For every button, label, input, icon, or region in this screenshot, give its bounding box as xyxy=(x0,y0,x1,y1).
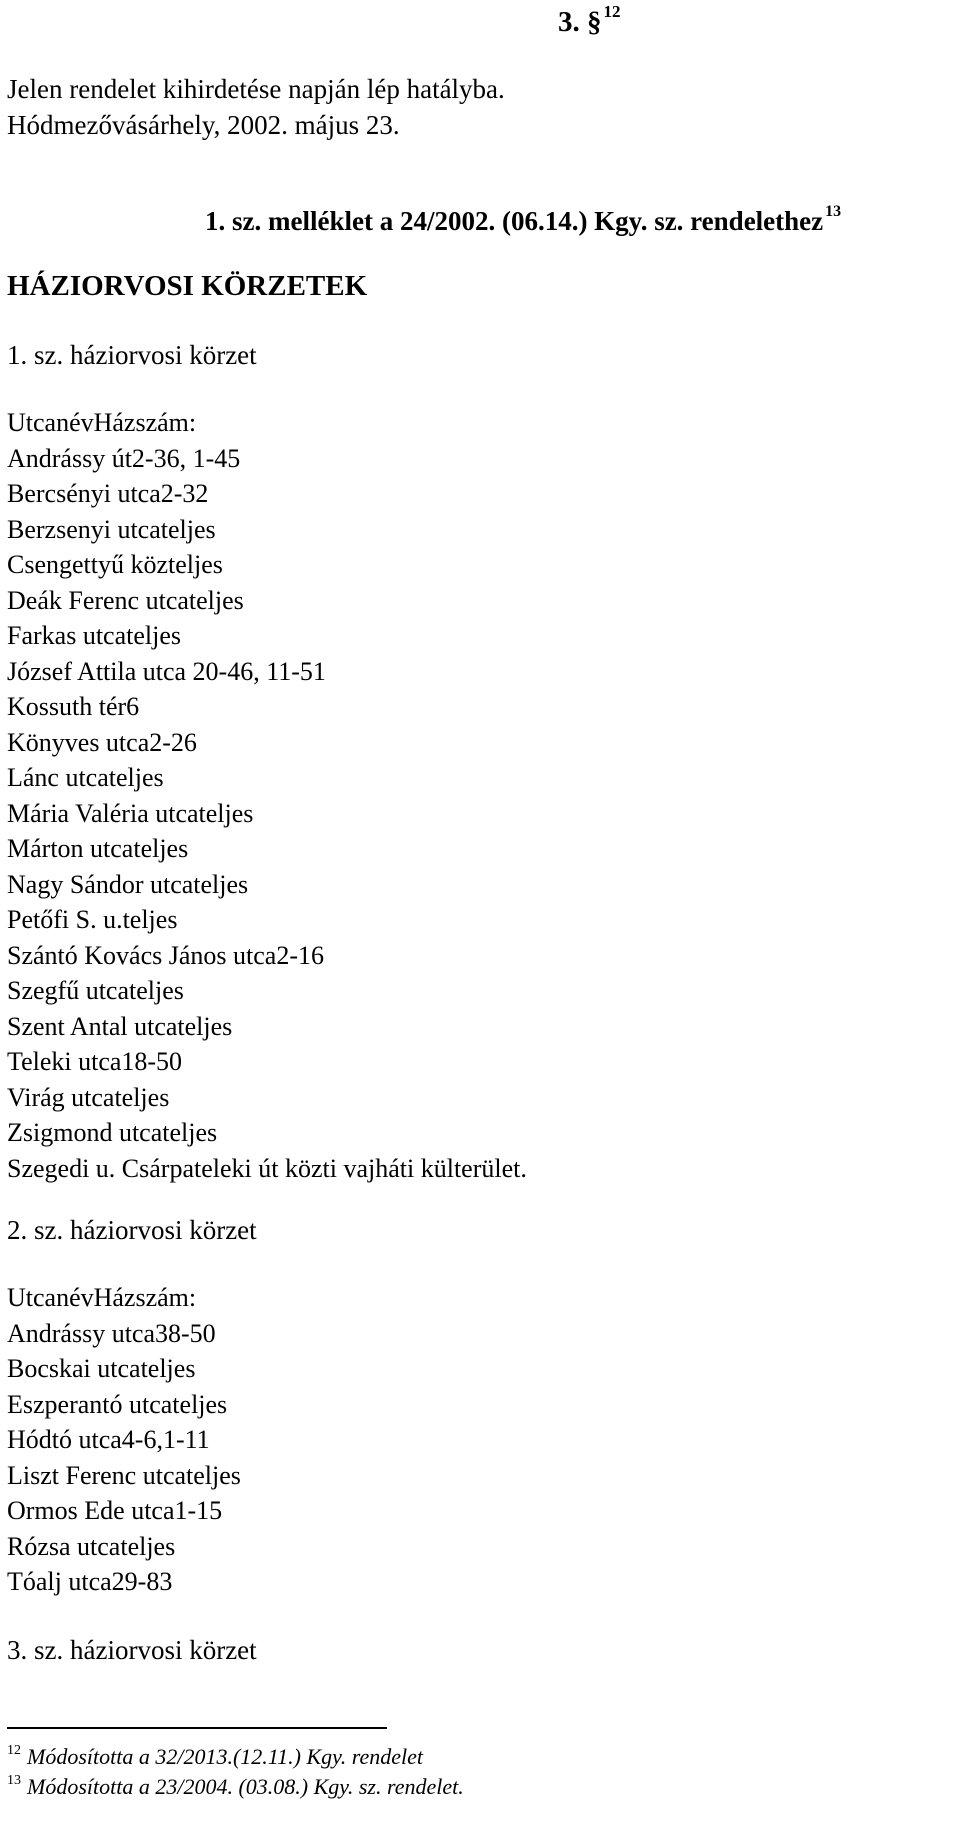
street-row: Farkas utcateljes xyxy=(7,621,181,650)
street-row: Andrássy utca38-50 xyxy=(7,1318,216,1348)
document-title: HÁZIORVOSI KÖRZETEK xyxy=(7,270,368,302)
street-row: Teleki utca18-50 xyxy=(7,1047,183,1076)
footnote-13 xyxy=(7,1774,464,1804)
street-row: Bercsényi utca2-32 xyxy=(7,479,209,508)
footnote-12 xyxy=(7,1744,423,1774)
street-row: Csengettyű közteljes xyxy=(7,550,223,579)
street-row: Hódtó utca4-6,1-11 xyxy=(7,1425,210,1454)
street-row: Zsigmond utcateljes xyxy=(7,1118,218,1147)
street-row: Andrássy út2-36, 1-45 xyxy=(7,443,241,473)
street-row: Lánc utcateljes xyxy=(7,763,164,792)
street-row: Tóalj utca29-83 xyxy=(7,1567,173,1596)
place-date: Hódmezővásárhely, 2002. május 23. xyxy=(7,110,400,140)
section-footnote-ref: 12 xyxy=(603,2,621,21)
annex-heading-text: 1. sz. melléklet a 24/2002. (06.14.) Kgy. sz. rendelethez xyxy=(205,206,824,236)
street-row: Liszt Ferenc utcateljes xyxy=(7,1460,241,1490)
street-row: Szántó Kovács János utca2-16 xyxy=(7,940,324,970)
street-list-header: UtcanévHázszám: xyxy=(7,408,197,437)
district-2-street-list xyxy=(7,1280,241,1600)
street-row: Kossuth tér6 xyxy=(7,692,140,721)
street-row: Berzsenyi utcateljes xyxy=(7,514,216,544)
street-row: Szegedi u. Csárpateleki út közti vajháti külterület. xyxy=(7,1153,527,1183)
district-3-title: 3. sz. háziorvosi körzet xyxy=(7,1635,257,1665)
section-marker-text: 3. § xyxy=(558,6,602,38)
annex-heading xyxy=(205,203,842,241)
district-1-title: 1. sz. háziorvosi körzet xyxy=(7,340,257,370)
footnote-text: Módosította a 32/2013.(12.11.) Kgy. rendelet xyxy=(27,1744,423,1769)
street-row: Bocskai utcateljes xyxy=(7,1354,196,1383)
street-row: Ormos Ede utca1-15 xyxy=(7,1496,223,1525)
footnote-number: 12 xyxy=(7,1743,21,1758)
street-row: Mária Valéria utcateljes xyxy=(7,798,254,828)
street-row: Rózsa utcateljes xyxy=(7,1531,176,1561)
effect-sentence: Jelen rendelet kihirdetése napján lép hatályba. xyxy=(7,74,505,104)
street-row: Márton utcateljes xyxy=(7,834,189,863)
district-1-street-list xyxy=(7,405,527,1186)
annex-footnote-ref: 13 xyxy=(825,203,842,220)
street-row: Szent Antal utcateljes xyxy=(7,1011,233,1041)
street-row: Petőfi S. u.teljes xyxy=(7,905,178,934)
street-row: Nagy Sándor utcateljes xyxy=(7,869,249,899)
district-2-title: 2. sz. háziorvosi körzet xyxy=(7,1215,257,1245)
street-row: Virág utcateljes xyxy=(7,1082,170,1112)
footnote-separator xyxy=(7,1727,387,1729)
street-row: Eszperantó utcateljes xyxy=(7,1389,228,1419)
street-row: Könyves utca2-26 xyxy=(7,727,197,757)
footnote-text: Módosította a 23/2004. (03.08.) Kgy. sz. rendelet. xyxy=(27,1774,464,1799)
street-row: Szegfű utcateljes xyxy=(7,976,184,1005)
footnote-number: 13 xyxy=(7,1773,21,1788)
street-list-header: UtcanévHázszám: xyxy=(7,1283,197,1312)
street-row: József Attila utca 20-46, 11-51 xyxy=(7,656,326,686)
section-marker xyxy=(558,2,621,39)
street-row: Deák Ferenc utcateljes xyxy=(7,585,244,615)
